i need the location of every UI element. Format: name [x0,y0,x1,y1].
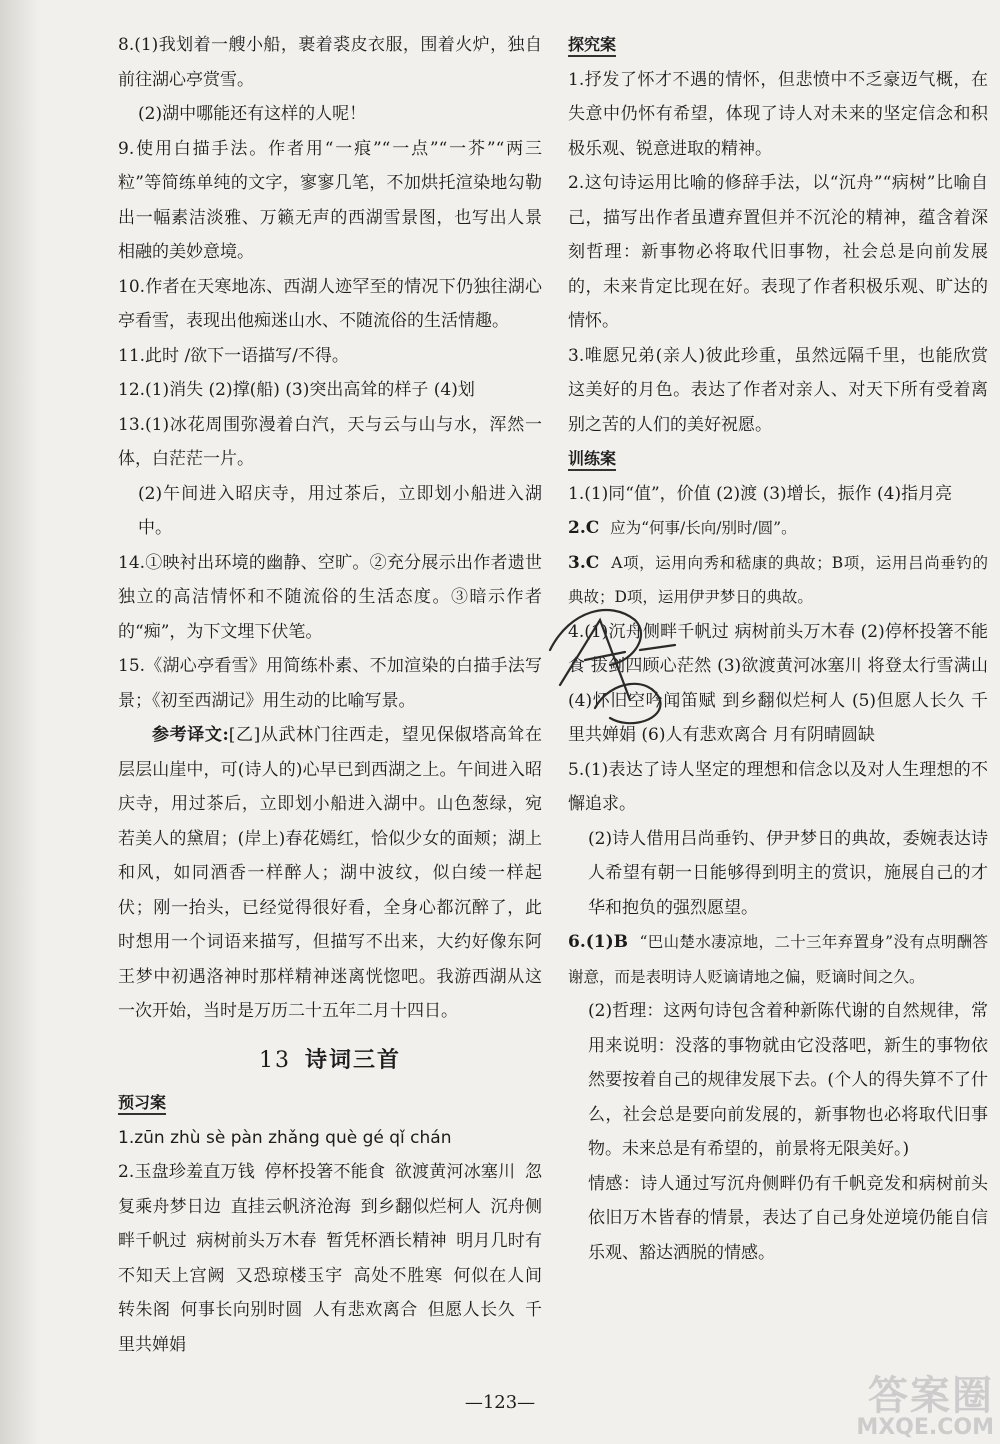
page-number: —123— [464,1392,536,1413]
answer-q14: 14.①映衬出环境的幽静、空旷。②充分展示出作者遗世独立的高洁情怀和不随流俗的生活态度。③暗示作者的“痴”，为下文埋下伏笔。 [118,552,542,642]
poem-line-answers: 2.玉盘珍羞直万钱 停杯投箸不能食 欲渡黄河冰塞川 忽复乘舟梦日边 直挂云帆济沧海 到乡翻似烂柯人 沉舟侧畔千帆过 病树前头万木春 暂凭杯酒长精神 明月几时有 不知天上宫阙 又恐琼楼玉宇 高处不胜寒 何似在人间 转朱阁 何事长向别时圆 人有悲欢离合 但愿人长久 千里共婵娟 [118,1162,542,1355]
train-5-1: 5.(1)表达了诗人坚定的理想和信念以及对人生理想的不懈追求。 [568,759,988,814]
train-2-choice: 2.C [568,518,600,538]
binding-gutter-shadow [0,0,40,1444]
section-heading [118,1043,542,1079]
reference-text: [乙]从武林门往西走，望见保俶塔高耸在层层山崖中，可(诗人的)心早已到西湖之上。午间进入昭庆寺，用过茶后，立即划小船进入湖中。山色葱绿，宛若美人的黛眉；(岸上)春花嫣红，恰似少女的面颊；湖上和风，如同酒香一样醉人；湖中波纹，似白绫一样起伏；刚一抬头，已经觉得很好看，全身心都沉醉了，此时想用一个词语来描写，但描写不出来，大约好像东阿王梦中初遇洛神时那样精神迷离恍惚吧。我游西湖从这一次开始，当时是万历二十五年二月十四日。 [118,725,543,1021]
watermark-logo-text: 答案圈 [868,1373,994,1419]
answer-q11: 11.此时 /欲下一语描写/不得。 [118,345,349,366]
train-1: 1.(1)同“值”，价值 (2)渡 (3)增长，振作 (4)指月亮 [568,483,953,504]
answer-q13-2: (2)午间进入昭庆寺，用过茶后，立即划小船进入湖中。 [138,483,542,538]
train-5-2: (2)诗人借用吕尚垂钓、伊尹梦日的典故，委婉表达诗人希望有朝一日能够得到明主的赏识，施展自己的才华和抱负的强烈愿望。 [588,828,988,918]
tag-train: 训练案 [568,449,616,471]
answer-q8-1: 8.(1)我划着一艘小船，裹着裘皮衣服，围着火炉，独自前往湖心亭赏雪。 [118,35,542,90]
watermark-domain: MXQE.COM [856,1415,994,1440]
explore-1: 1.抒发了怀才不遇的情怀，但悲愤中不乏豪迈气概，在失意中仍怀有希望，体现了诗人对未来的坚定信念和积极乐观、锐意进取的精神。 [568,69,988,159]
section-title: 诗词三首 [304,1046,401,1073]
train-2-explanation: 应为“何事/长向/别时/圆”。 [610,519,797,537]
explore-3: 3.唯愿兄弟(亲人)彼此珍重，虽然远隔千里，也能欣赏这美好的月色。表达了作者对亲人、对天下所有受着离别之苦的人们的美好祝愿。 [568,345,988,435]
site-watermark [856,1364,994,1440]
section-number: 13 [258,1047,291,1073]
train-6-1 [568,925,988,994]
train-6-2: (2)哲理：这两句诗包含着种新陈代谢的自然规律，常用来说明：没落的事物就由它没落吧，新生的事物依然要按着自己的规律发展下去。(个人的得失算不了什么，社会总是要向前发展的，新事物也必将取代旧事物。未来总是有希望的，前景将无限美好。) [588,1001,988,1159]
reference-translation [118,718,542,1029]
train-6-choice: 6.(1)B [568,932,629,952]
train-3-choice: 3.C [568,552,600,573]
train-3 [568,546,988,615]
train-6-explanation: “巴山楚水凄凉地，二十三年弃置身”没有点明酬答谢意，而是表明诗人贬谪请地之偏，贬谪时间之久。 [568,933,988,986]
answer-q8-2: (2)湖中哪能还有这样的人呢！ [138,104,367,124]
train-3-explanation: A项，运用向秀和嵇康的典故；B项，运用吕尚垂钓的典故；D项，运用伊尹梦日的典故。 [568,553,989,606]
right-column [568,28,988,1270]
answer-q12: 12.(1)消失 (2)撑(船) (3)突出高耸的样子 (4)划 [118,380,475,400]
answer-q9: 9.使用白描手法。作者用“一痕”“一点”“一芥”“两三粒”等简练单纯的文字，寥寥几笔，不加烘托渲染地勾勒出一幅素洁淡雅、万籁无声的西湖雪景图，也写出人景相融的美妙意境。 [118,138,542,262]
explore-2: 2.这句诗运用比喻的修辞手法，以“沉舟”“病树”比喻自己，描写出作者虽遭弃置但并不沉沦的精神，蕴含着深刻哲理：新事物必将取代旧事物，社会总是向前发展的，未来肯定比现在好。表现了作者积极乐观、旷达的情怀。 [568,173,988,331]
train-6-3: 情感：诗人通过写沉舟侧畔仍有千帆竞发和病树前头依旧万木皆春的情景，表达了自己身处逆境仍能自信乐观、豁达洒脱的情感。 [588,1173,988,1263]
pinyin-answers: 1.zūn zhù sè pàn zhǎng què gé qǐ chán [118,1127,452,1148]
train-2 [568,511,988,546]
reference-label: 参考译文: [152,725,229,745]
left-column [118,28,542,1362]
answer-q10: 10.作者在天寒地冻、西湖人迹罕至的情况下仍独往湖心亭看雪，表现出他痴迷山水、不随流俗的生活情趣。 [118,276,542,331]
tag-preview: 预习案 [118,1093,166,1115]
answer-q13-1: 13.(1)冰花周围弥漫着白汽，天与云与山与水，浑然一体，白茫茫一片。 [118,414,542,469]
answer-q15: 15.《湖心亭看雪》用简练朴素、不加渲染的白描手法写景；《初至西湖记》用生动的比喻写景。 [118,656,542,711]
train-4: 4.(1)沉舟侧畔千帆过 病树前头万木春 (2)停杯投箸不能食 拔剑四顾心茫然 (3)欲渡黄河冰塞川 将登太行雪满山 (4)怀旧空吟闻笛赋 到乡翻似烂柯人 (5)但愿人长久 千里共婵娟 (6)人有悲欢离合 月有阴晴圆缺 [568,621,988,745]
tag-explore: 探究案 [568,35,616,57]
